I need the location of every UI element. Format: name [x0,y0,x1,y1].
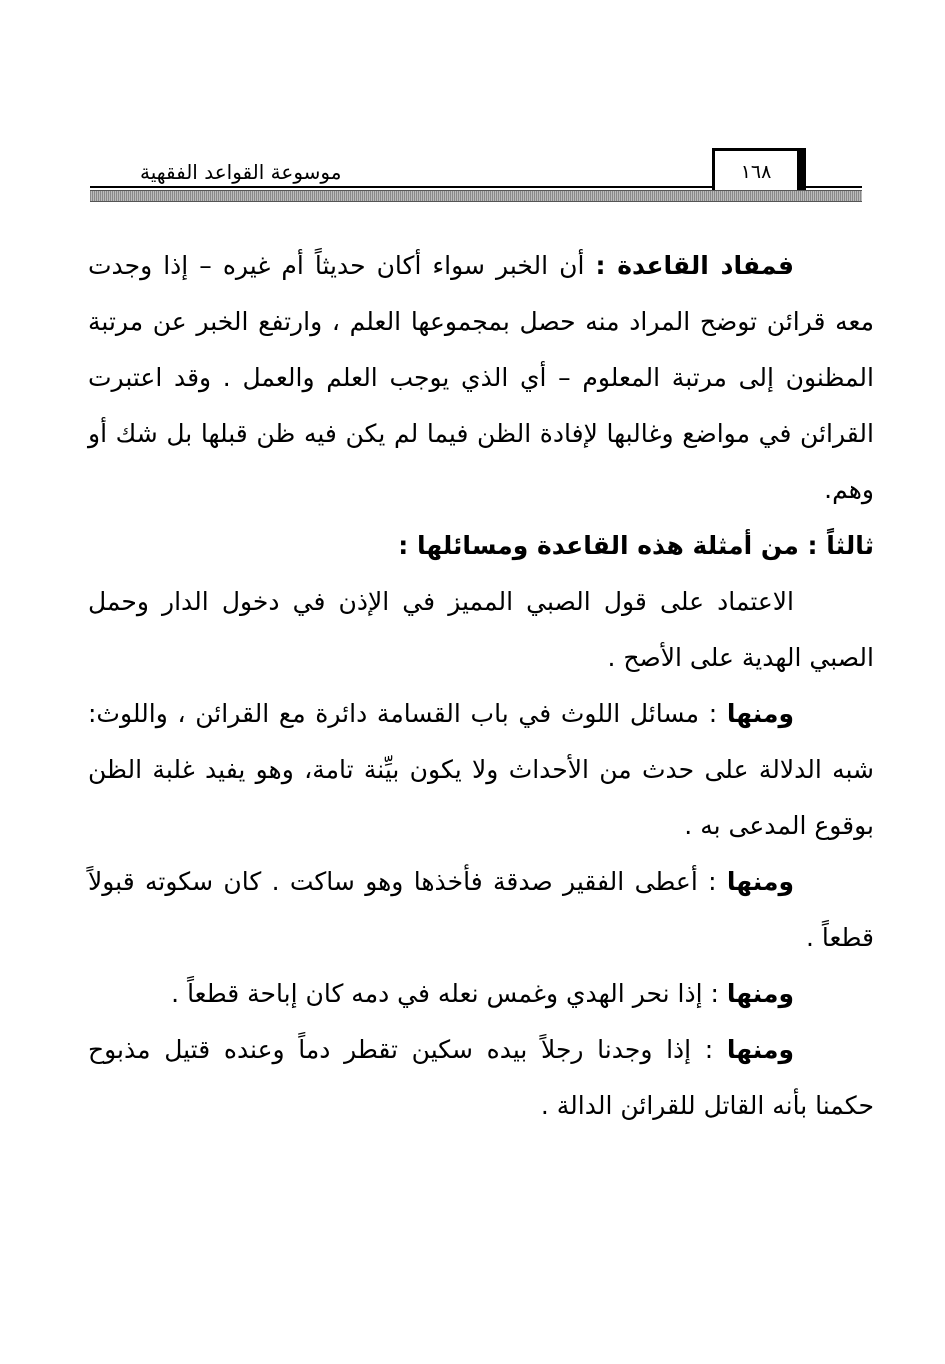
paragraph-example-2 [88,686,874,854]
paragraph-example-1: الاعتماد على قول الصبي المميز في الإذن في دخول الدار وحمل الصبي الهدية على الأصح . [88,587,874,672]
paragraph-meaning [88,238,874,518]
page-header [90,148,862,204]
paragraph-lead: فمفاد القاعدة : [595,251,794,280]
paragraph-lead: ومنها [726,867,794,896]
page-number-box [712,148,800,190]
page-body [88,238,874,1134]
paragraph-lead: ومنها [726,979,794,1008]
page-number: ١٦٨ [740,161,772,183]
section-heading: ثالثاً : من أمثلة هذه القاعدة ومسائلها : [398,531,874,560]
paragraph-example-3 [88,854,874,966]
paragraph-text: : مسائل اللوث في باب القسامة دائرة مع القرائن ، واللوث: شبه الدلالة على حدث من الأحداث ولا يكون بيِّنة تامة، وهو يفيد غلبة الظن بوقوع المدعى به . [88,699,874,840]
paragraph-text: : أعطى الفقير صدقة فأخذها وهو ساكت . كان سكوته قبولاً قطعاً . [88,867,874,952]
paragraph-text: : إذا وجدنا رجلاً بيده سكين تقطر دماً وعنده قتيل مذبوح حكمنا بأنه القاتل للقرائن الدالة . [88,1035,874,1120]
running-title: موسوعة القواعد الفقهية [140,160,342,184]
paragraph-text: : إذا نحر الهدي وغمس نعله في دمه كان إباحة قطعاً . [171,979,727,1008]
paragraph-example-4 [88,966,874,1022]
paragraph-lead: ومنها [726,1035,794,1064]
paragraph-lead: ومنها [726,699,794,728]
paragraph-text: أن الخبر سواء أكان حديثاً أم غيره – إذا وجدت معه قرائن توضح المراد منه حصل بمجموعها العلم ، وارتفع الخبر عن مرتبة المظنون إلى مرتبة المعلوم – أي الذي يوجب العلم والعمل . وقد اعتبرت القرائن في مواضع وغالبها لإفادة الظن فيما لم يكن فيه ظن قبلها بل شك أو وهم. [88,251,874,504]
paragraph-example-5 [88,1022,874,1134]
